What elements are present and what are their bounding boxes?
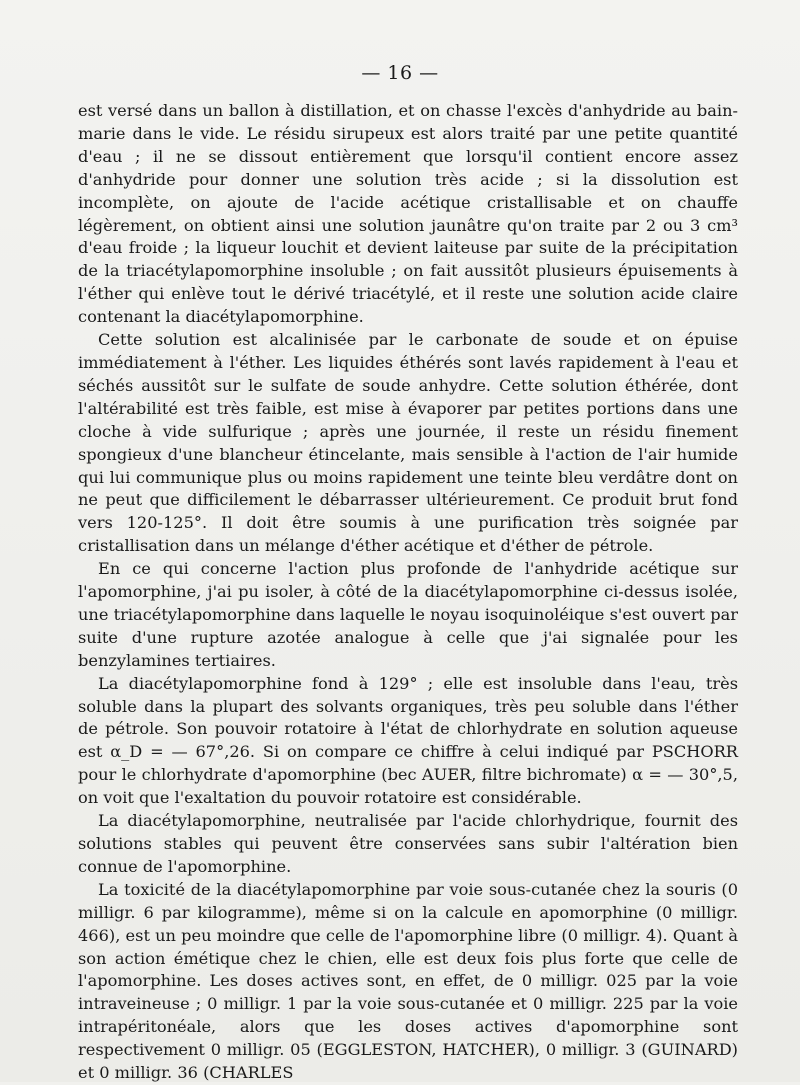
page-number: — 16 —	[361, 62, 439, 84]
paragraph-2: Cette solution est alcalinisée par le carbonate de soude et on épuise immédiatement à l'éther. Les liquides éthérés sont lavés rapidement à l'eau et séchés aussitôt sur le sulfate de soude anhydre. Cette solution éthérée, dont l'altérabilité est très faible, est mise à évaporer par petites portions dans une cloche à vide sulfurique ; après une journée, il reste un résidu finement spongieux d'une blancheur étincelante, mais sensible à l'action de l'air humide qui lui communique plus ou moins rapidement une teinte bleu verdâtre dont on ne peut que difficilement le débarrasser ultérieurement. Ce produit brut fond vers 120-125°. Il doit être soumis à une purification très soignée par cristallisation dans un mélange d'éther acétique et d'éther de pétrole.	[78, 330, 738, 556]
paragraph-3: En ce qui concerne l'action plus profonde de l'anhydride acétique sur l'apomorphine, j'ai pu isoler, à côté de la diacétylapomorphine ci-dessus isolée, une triacétylapomorphine dans laquelle le noyau isoquinoléique s'est ouvert par suite d'une rupture azotée analogue à celle que j'ai signalée pour les benzylamines tertiaires.	[78, 559, 738, 670]
paragraph-1: est versé dans un ballon à distillation, et on chasse l'excès d'anhydride au bain-marie dans le vide. Le résidu sirupeux est alors traité par une petite quantité d'eau ; il ne se dissout entièrement que lorsqu'il contient encore assez d'anhydride pour donner une solution très acide ; si la dissolution est incomplète, on ajoute de l'acide acétique cristallisable et on chauffe légèrement, on obtient ainsi une solution jaunâtre qu'on traite par 2 ou 3 cm³ d'eau froide ; la liqueur louchit et devient laiteuse par suite de la précipitation de la triacétylapomorphine insoluble ; on fait aussitôt plusieurs épuisements à l'éther qui enlève tout le dérivé triacétylé, et il reste une solution acide claire contenant la diacétylapomorphine.	[78, 101, 738, 327]
paragraph-6: La toxicité de la diacétylapomorphine par voie sous-cutanée chez la souris (0 milligr. 6 par kilogramme), même si on la calcule en apomorphine (0 milligr. 466), est un peu moindre que celle de l'apomorphine libre (0 milligr. 4). Quant à son action émétique chez le chien, elle est deux fois plus forte que celle de l'apomorphine. Les doses actives sont, en effet, de 0 milligr. 025 par la voie intraveineuse ; 0 milligr. 1 par la voie sous-cutanée et 0 milligr. 225 par la voie intrapéritonéale, alors que les doses actives d'apomorphine sont respectivement 0 milligr. 05 (EGGLESTON, HATCHER), 0 milligr. 3 (GUINARD) et 0 milligr. 36 (CHARLES	[78, 879, 738, 1083]
paragraph-4: La diacétylapomorphine fond à 129° ; elle est insoluble dans l'eau, très soluble dans la plupart des solvants organiques, très peu soluble dans l'éther de pétrole. Son pouvoir rotatoire à l'état de chlorhydrate en solution aqueuse est α_D = — 67°,26. Si on compare ce chiffre à celui indiqué par PSCHORR pour le chlorhydrate d'apomorphine (bec AUER, filtre bichromate) α = — 30°,5, on voit que l'exaltation du pouvoir rotatoire est considérable.	[78, 673, 738, 808]
paragraph-5: La diacétylapomorphine, neutralisée par l'acide chlorhydrique, fournit des solutions stables qui peuvent être conservées sans subir l'altération bien connue de l'apomorphine.	[78, 811, 738, 876]
body-text	[78, 100, 738, 1085]
